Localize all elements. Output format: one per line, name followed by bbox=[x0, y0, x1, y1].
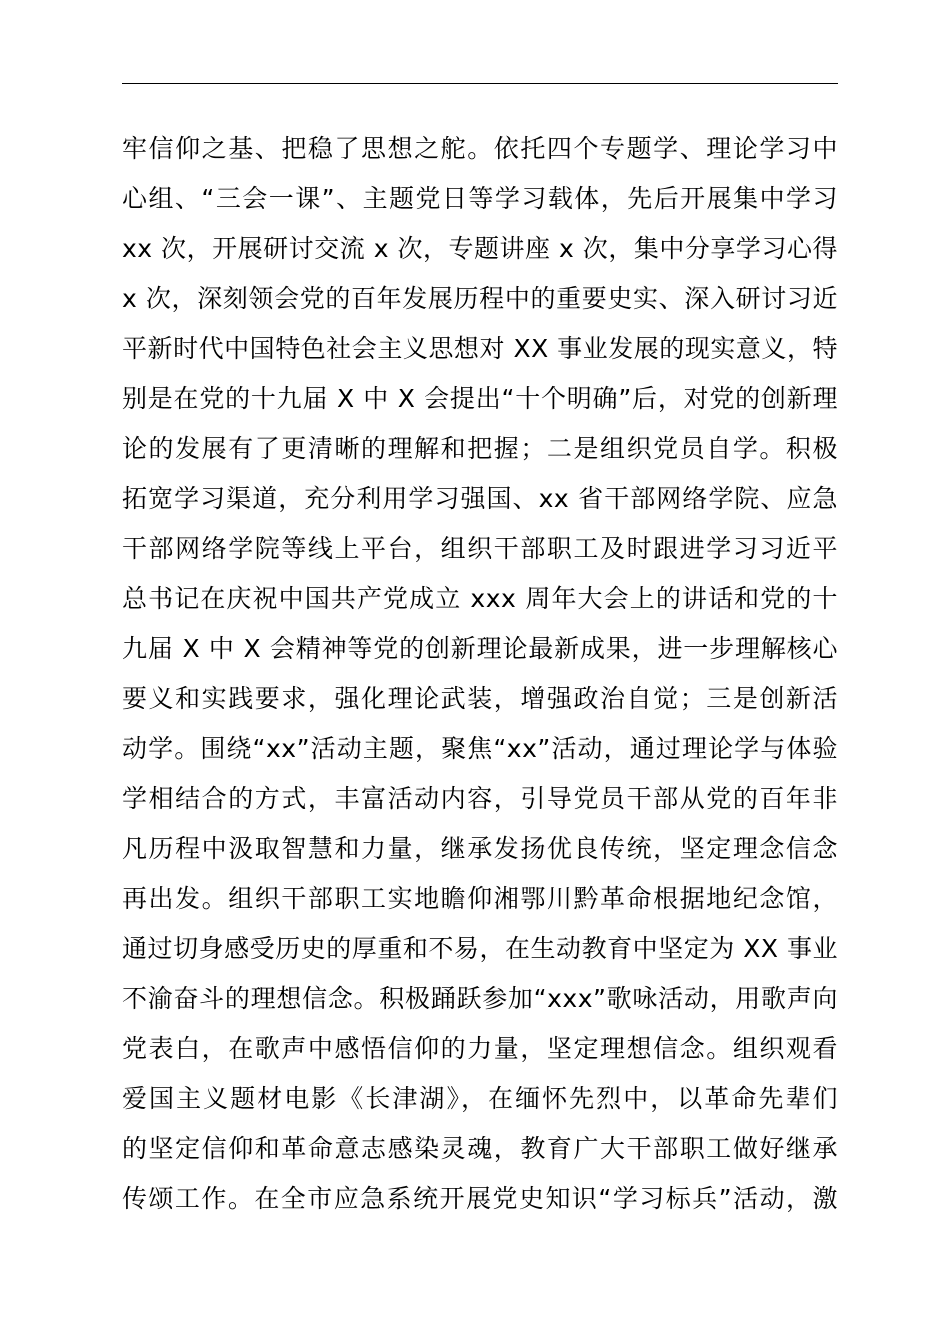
text-line: 别是在党的十九届 X 中 X 会提出“十个明确”后，对党的创新理 bbox=[122, 384, 838, 413]
text-line: 通过切身感受历史的厚重和不易，在生动教育中坚定为 XX 事业 bbox=[122, 934, 838, 963]
text-line: 爱国主义题材电影《长津湖》，在缅怀先烈中，以革命先辈们 bbox=[122, 1084, 838, 1113]
text-line: 干部网络学院等线上平台，组织干部职工及时跟进学习习近平 bbox=[122, 534, 838, 563]
text-line: 不渝奋斗的理想信念。积极踊跃参加“xxx”歌咏活动，用歌声向 bbox=[122, 984, 838, 1013]
text-line: 平新时代中国特色社会主义思想对 XX 事业发展的现实意义，特 bbox=[122, 334, 838, 363]
text-line: 心组、“三会一课”、主题党日等学习载体，先后开展集中学习 bbox=[122, 184, 838, 213]
text-line: 拓宽学习渠道，充分利用学习强国、xx 省干部网络学院、应急 bbox=[122, 484, 838, 513]
text-line: 凡历程中汲取智慧和力量，继承发扬优良传统，坚定理念信念 bbox=[122, 834, 838, 863]
text-line: 论的发展有了更清晰的理解和把握；二是组织党员自学。积极 bbox=[122, 434, 838, 463]
header-rule bbox=[122, 83, 838, 84]
text-line: x 次，深刻领会党的百年发展历程中的重要史实、深入研讨习近 bbox=[122, 284, 838, 313]
text-line: 九届 X 中 X 会精神等党的创新理论最新成果，进一步理解核心 bbox=[122, 634, 838, 663]
text-line: 牢信仰之基、把稳了思想之舵。依托四个专题学、理论学习中 bbox=[122, 134, 838, 163]
body-paragraph bbox=[122, 124, 838, 1224]
text-line: 总书记在庆祝中国共产党成立 xxx 周年大会上的讲话和党的十 bbox=[122, 584, 838, 613]
text-line: 动学。围绕“xx”活动主题，聚焦“xx”活动，通过理论学与体验 bbox=[122, 734, 838, 763]
text-line: xx 次，开展研讨交流 x 次，专题讲座 x 次，集中分享学习心得 bbox=[122, 234, 838, 263]
text-line: 再出发。组织干部职工实地瞻仰湘鄂川黔革命根据地纪念馆， bbox=[122, 884, 838, 913]
text-line: 的坚定信仰和革命意志感染灵魂，教育广大干部职工做好继承 bbox=[122, 1134, 838, 1163]
text-line: 党表白，在歌声中感悟信仰的力量，坚定理想信念。组织观看 bbox=[122, 1034, 838, 1063]
text-line: 学相结合的方式，丰富活动内容，引导党员干部从党的百年非 bbox=[122, 784, 838, 813]
text-line: 要义和实践要求，强化理论武装，增强政治自觉；三是创新活 bbox=[122, 684, 838, 713]
text-line: 传颂工作。在全市应急系统开展党史知识“学习标兵”活动，激 bbox=[122, 1184, 838, 1213]
